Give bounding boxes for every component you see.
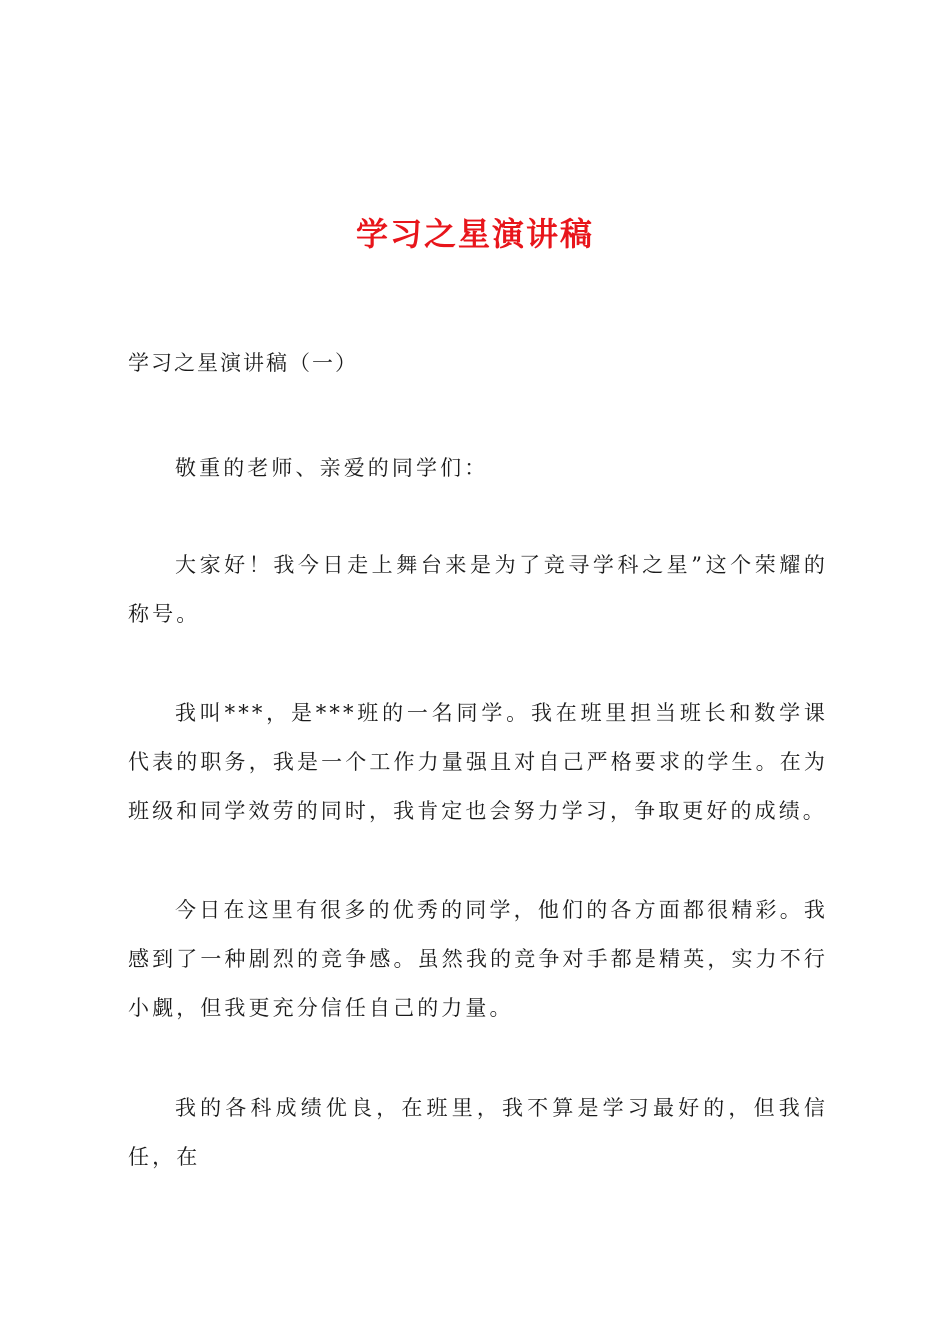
paragraph-grades: 我的各科成绩优良，在班里，我不算是学习最好的，但我信任，在 <box>128 1096 828 1169</box>
paragraph-competition: 今日在这里有很多的优秀的同学，他们的各方面都很精彩。我感到了一种剧烈的竞争感。虽然我的竞争对手都是精英，实力不行小觑，但我更充分信任自己的力量。 <box>128 898 828 1020</box>
section-heading: 学习之星演讲稿（一） <box>128 351 358 375</box>
paragraph-greeting: 敬重的老师、亲爱的同学们： <box>175 456 489 480</box>
paragraph-self-introduction: 我叫***，是***班的一名同学。我在班里担当班长和数学课代表的职务，我是一个工作力量强且对自己严格要求的学生。在为班级和同学效劳的同时，我肯定也会努力学习，争取更好的成绩。 <box>128 701 828 823</box>
document-title: 学习之星演讲稿 <box>355 215 594 253</box>
paragraph-intro: 大家好！我今日走上舞台来是为了竞寻学科之星”这个荣耀的称号。 <box>128 553 828 626</box>
